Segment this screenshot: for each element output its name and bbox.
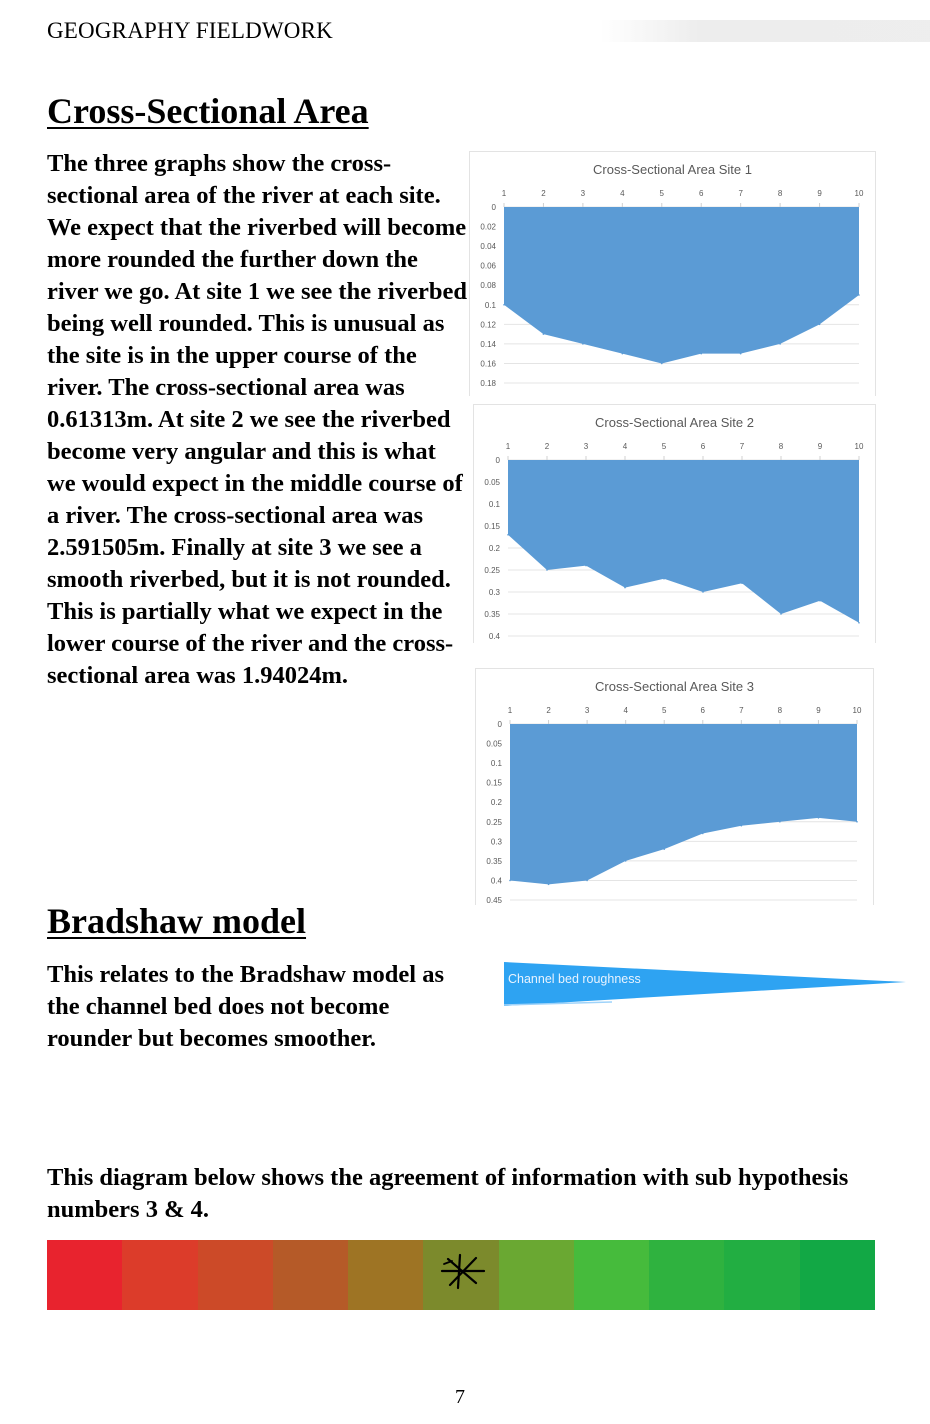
y-tick-label: 0.45	[486, 896, 502, 905]
chart-title: Cross-Sectional Area Site 1	[593, 162, 752, 177]
wedge-label: Channel bed roughness	[508, 972, 641, 986]
data-point	[779, 821, 781, 823]
data-point	[586, 880, 588, 882]
site-2-chart	[473, 404, 876, 643]
data-point	[582, 343, 584, 345]
scale-segment	[122, 1240, 197, 1310]
y-tick-label: 0.02	[480, 222, 496, 232]
y-tick-label: 0.05	[486, 739, 502, 749]
y-tick-label: 0.15	[484, 522, 500, 531]
x-tick-label: 8	[777, 189, 783, 198]
data-point	[585, 565, 587, 567]
x-tick-label: 1	[507, 706, 513, 715]
y-tick-label: 0.2	[488, 544, 500, 553]
x-tick-label: 9	[817, 189, 822, 198]
y-tick-label: 0.12	[480, 320, 496, 330]
data-point	[819, 324, 821, 326]
x-tick-label: 1	[505, 442, 511, 451]
data-point	[548, 884, 550, 886]
y-tick-label: 0	[491, 203, 496, 212]
data-point	[625, 860, 627, 862]
y-tick-label: 0.1	[490, 759, 502, 769]
x-tick-label: 7	[739, 442, 745, 451]
x-tick-label: 2	[544, 442, 550, 451]
y-tick-label: 0.2	[490, 798, 502, 808]
y-tick-label: 0.14	[480, 339, 496, 349]
x-tick-label: 5	[661, 442, 667, 451]
data-point	[818, 817, 820, 819]
x-tick-label: 10	[854, 442, 864, 451]
scale-segment	[574, 1240, 649, 1310]
document-header: GEOGRAPHY FIELDWORK	[47, 18, 333, 43]
channel-bed-roughness-wedge	[502, 960, 908, 1008]
y-tick-label: 0.35	[486, 856, 502, 866]
x-tick-label: 7	[739, 706, 744, 715]
data-point	[702, 591, 704, 593]
x-tick-label: 10	[852, 706, 862, 715]
data-point	[702, 833, 704, 835]
scale-segment	[198, 1240, 273, 1310]
x-tick-label: 6	[698, 189, 704, 198]
asterisk-marker-icon	[438, 1251, 488, 1291]
data-point	[858, 622, 860, 624]
chart-title: Cross-Sectional Area Site 2	[595, 415, 754, 430]
x-tick-label: 4	[623, 706, 628, 715]
scale-segment	[348, 1240, 423, 1310]
x-tick-label: 3	[580, 189, 586, 198]
data-point	[503, 304, 505, 306]
data-point	[507, 534, 509, 536]
x-tick-label: 9	[816, 706, 821, 715]
y-tick-label: 0.1	[484, 300, 496, 310]
data-point	[819, 600, 821, 602]
data-point	[663, 848, 665, 850]
data-point	[700, 353, 702, 355]
data-point	[779, 343, 781, 345]
site-2-chart-svg	[474, 405, 875, 643]
x-tick-label: 2	[541, 189, 546, 198]
y-tick-label: 0.4	[490, 876, 502, 886]
area-series	[508, 460, 859, 623]
data-point	[740, 353, 742, 355]
site-1-chart-svg	[470, 152, 875, 396]
x-tick-label: 8	[777, 706, 783, 715]
data-point	[780, 613, 782, 615]
x-tick-label: 5	[659, 189, 665, 198]
data-point	[856, 821, 858, 823]
y-tick-label: 0.08	[480, 281, 496, 291]
y-tick-label: 0.04	[480, 242, 496, 252]
x-tick-label: 8	[778, 442, 784, 451]
data-point	[661, 363, 663, 365]
data-point	[741, 582, 743, 584]
x-tick-label: 3	[584, 706, 590, 715]
site-1-chart	[469, 151, 876, 396]
data-point	[622, 353, 624, 355]
data-point	[858, 294, 860, 296]
scale-segment	[800, 1240, 875, 1310]
scale-segment	[724, 1240, 799, 1310]
data-point	[663, 578, 665, 580]
y-tick-label: 0	[495, 456, 500, 465]
scale-segment	[47, 1240, 122, 1310]
y-tick-label: 0.16	[480, 359, 496, 369]
scale-segment	[273, 1240, 348, 1310]
x-tick-label: 10	[854, 189, 864, 198]
area-series	[510, 724, 857, 884]
x-tick-label: 4	[620, 189, 625, 198]
scale-segment	[649, 1240, 724, 1310]
x-tick-label: 7	[738, 189, 743, 198]
y-tick-label: 0.3	[488, 588, 500, 597]
x-tick-label: 5	[661, 706, 667, 715]
data-point	[741, 825, 743, 827]
y-tick-label: 0.1	[488, 500, 500, 509]
x-tick-label: 6	[700, 706, 706, 715]
data-point	[509, 880, 511, 882]
x-tick-label: 4	[622, 442, 628, 451]
bradshaw-heading: Bradshaw model	[47, 901, 307, 941]
y-tick-label: 0	[497, 720, 502, 729]
y-tick-label: 0.25	[484, 566, 500, 575]
y-tick-label: 0.3	[490, 837, 502, 847]
y-tick-label: 0.06	[480, 261, 496, 271]
page-number: 7	[455, 1386, 465, 1408]
bradshaw-text: This relates to the Bradshaw model as the channel bed does not become rounder but becomes smoother.	[47, 961, 445, 1052]
site-3-chart-svg	[476, 669, 873, 905]
x-tick-label: 6	[700, 442, 706, 451]
data-point	[546, 569, 548, 571]
y-tick-label: 0.4	[488, 632, 500, 641]
x-tick-label: 1	[501, 189, 507, 198]
x-tick-label: 2	[546, 706, 551, 715]
chart-title: Cross-Sectional Area Site 3	[595, 679, 754, 694]
cross-section-text: The three graphs show the cross-sectional area of the river at each site. We expect that the riverbed will become more rounded the further down the river we go. At site 1 we see the riverbed being well rounded. This is unusual as the site is in the upper course of the river. The cross-sectional area was 0.61313m. At site 2 we see the riverbed become very angular and this is what we would expect in the middle course of a river. The cross-sectional area was 2.591505m. Finally at site 3 we see a smooth riverbed, but it is not rounded. This is partially what we expect in the lower course of the river and the cross-sectional area was 1.94024m.	[47, 150, 467, 689]
diagram-text: This diagram below shows the agreement of information with sub hypothesis numbers 3 & 4.	[47, 1164, 849, 1223]
area-series	[504, 207, 859, 363]
y-tick-label: 0.18	[480, 379, 496, 388]
data-point	[543, 333, 545, 335]
y-tick-label: 0.15	[486, 778, 502, 788]
y-tick-label: 0.05	[484, 478, 500, 487]
data-point	[624, 587, 626, 589]
scan-shadow	[600, 20, 930, 42]
x-tick-label: 3	[583, 442, 589, 451]
y-tick-label: 0.35	[484, 610, 500, 619]
site-3-chart	[475, 668, 874, 905]
y-tick-label: 0.25	[486, 817, 502, 827]
cross-section-heading: Cross-Sectional Area	[47, 91, 369, 131]
scale-segment	[499, 1240, 574, 1310]
x-tick-label: 9	[817, 442, 823, 451]
